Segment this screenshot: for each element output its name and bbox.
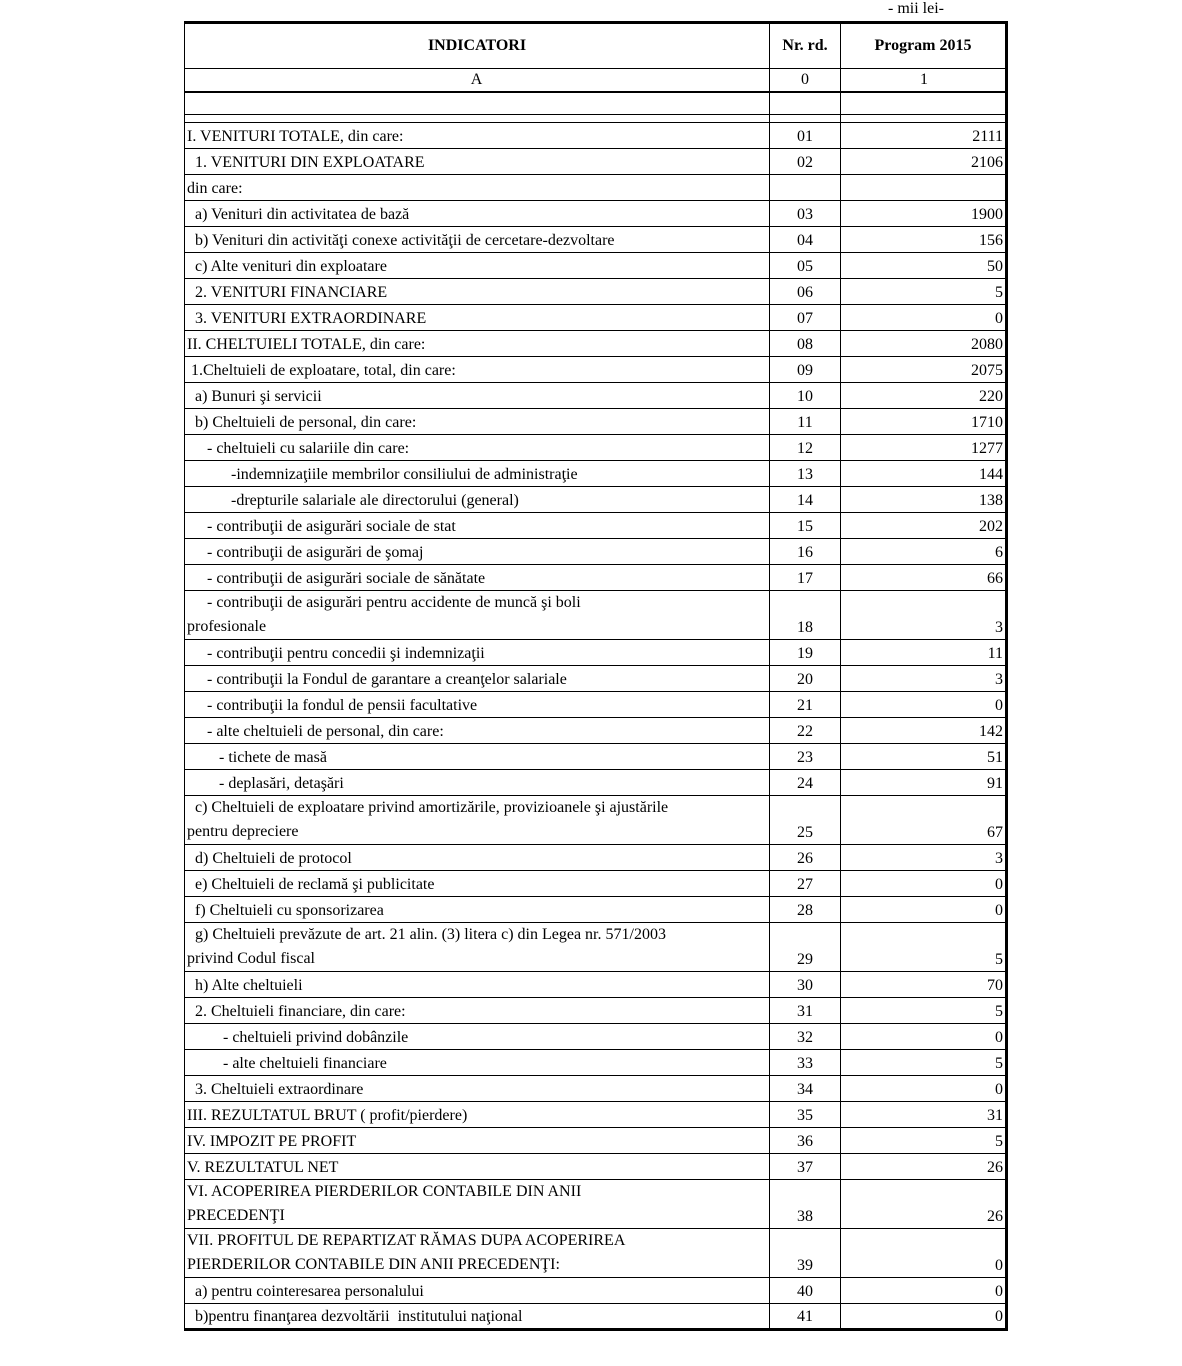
program-2015-value: 5 (841, 922, 1007, 971)
indicator-label: - tichete de masă (185, 743, 770, 769)
table-row (185, 434, 1007, 460)
row-number: 28 (770, 896, 841, 922)
program-2015-value: 3 (841, 844, 1007, 870)
indicator-label: V. REZULTATUL NET (185, 1153, 770, 1179)
table-row (185, 122, 1007, 148)
table-row (185, 997, 1007, 1023)
indicator-label: c) Cheltuieli de exploatare privind amortizările, provizioanele şi ajustările pentru depreciere (185, 795, 770, 844)
table-row (185, 922, 1007, 971)
row-number: 19 (770, 639, 841, 665)
row-number: 36 (770, 1127, 841, 1153)
indicator-label: VII. PROFITUL DE REPARTIZAT RĂMAS DUPA ACOPERIREA PIERDERILOR CONTABILE DIN ANII PRECEDENŢI: (185, 1228, 770, 1277)
table-row (185, 200, 1007, 226)
indicator-label: din care: (185, 174, 770, 200)
indicator-label: 2. Cheltuieli financiare, din care: (185, 997, 770, 1023)
indicator-label: b) Venituri din activităţi conexe activităţii de cercetare-dezvoltare (185, 226, 770, 252)
header-program: Program 2015 (841, 23, 1007, 69)
row-number: 07 (770, 304, 841, 330)
table-row (185, 1277, 1007, 1303)
row-number (770, 174, 841, 200)
row-number: 10 (770, 382, 841, 408)
table-row (185, 1023, 1007, 1049)
table-row (185, 590, 1007, 639)
unit-note: - mii lei- (888, 0, 944, 17)
row-number: 37 (770, 1153, 841, 1179)
indicator-label: b) Cheltuieli de personal, din care: (185, 408, 770, 434)
indicator-label: - deplasări, detaşări (185, 769, 770, 795)
row-number: 40 (770, 1277, 841, 1303)
program-2015-value: 0 (841, 1303, 1007, 1329)
table-row (185, 1303, 1007, 1329)
row-number: 12 (770, 434, 841, 460)
spacer-cell (841, 114, 1007, 122)
table-row (185, 639, 1007, 665)
indicator-label: 2. VENITURI FINANCIARE (185, 278, 770, 304)
program-2015-value: 202 (841, 512, 1007, 538)
row-number: 33 (770, 1049, 841, 1075)
spacer-cell (185, 114, 770, 122)
indicator-label: - cheltuieli privind dobânzile (185, 1023, 770, 1049)
indicator-label: a) pentru cointeresarea personalului (185, 1277, 770, 1303)
spacer-row (185, 92, 1007, 114)
row-number: 06 (770, 278, 841, 304)
row-number: 35 (770, 1101, 841, 1127)
table-row (185, 769, 1007, 795)
program-2015-value: 5 (841, 278, 1007, 304)
table-row (185, 356, 1007, 382)
program-2015-value: 220 (841, 382, 1007, 408)
table-row (185, 174, 1007, 200)
row-number: 09 (770, 356, 841, 382)
spacer-cell (770, 92, 841, 114)
program-2015-value: 5 (841, 1049, 1007, 1075)
indicator-label: f) Cheltuieli cu sponsorizarea (185, 896, 770, 922)
table-row (185, 512, 1007, 538)
program-2015-value: 2080 (841, 330, 1007, 356)
program-2015-value: 2111 (841, 122, 1007, 148)
table-row (185, 1228, 1007, 1277)
program-2015-value: 50 (841, 252, 1007, 278)
program-2015-value: 0 (841, 1228, 1007, 1277)
program-2015-value: 3 (841, 665, 1007, 691)
row-number: 04 (770, 226, 841, 252)
indicator-label: 3. VENITURI EXTRAORDINARE (185, 304, 770, 330)
header-indicatori: INDICATORI (185, 23, 770, 69)
indicator-label: - contribuţii de asigurări de şomaj (185, 538, 770, 564)
program-2015-value: 138 (841, 486, 1007, 512)
spacer-cell (841, 92, 1007, 114)
row-number: 18 (770, 590, 841, 639)
program-2015-value (841, 174, 1007, 200)
row-number: 13 (770, 460, 841, 486)
indicator-label: - contribuţii la fondul de pensii facultative (185, 691, 770, 717)
program-2015-value: 5 (841, 1127, 1007, 1153)
program-2015-value: 0 (841, 870, 1007, 896)
row-number: 08 (770, 330, 841, 356)
table-row (185, 486, 1007, 512)
row-number: 26 (770, 844, 841, 870)
program-2015-value: 6 (841, 538, 1007, 564)
program-2015-value: 51 (841, 743, 1007, 769)
spacer-cell (185, 92, 770, 114)
program-2015-value: 2106 (841, 148, 1007, 174)
indicator-label: VI. ACOPERIREA PIERDERILOR CONTABILE DIN ANII PRECEDENŢI (185, 1179, 770, 1228)
indicator-label: a) Bunuri şi servicii (185, 382, 770, 408)
table-row (185, 408, 1007, 434)
indicator-label: e) Cheltuieli de reclamă şi publicitate (185, 870, 770, 896)
table-row (185, 460, 1007, 486)
indicator-label: - contribuţii de asigurări sociale de stat (185, 512, 770, 538)
row-number: 21 (770, 691, 841, 717)
row-number: 11 (770, 408, 841, 434)
program-2015-value: 0 (841, 1075, 1007, 1101)
column-label-row (185, 69, 1007, 93)
program-2015-value: 26 (841, 1153, 1007, 1179)
table-row (185, 538, 1007, 564)
table-row (185, 226, 1007, 252)
program-2015-value: 26 (841, 1179, 1007, 1228)
row-number: 17 (770, 564, 841, 590)
indicator-label: II. CHELTUIELI TOTALE, din care: (185, 330, 770, 356)
column-label-a: A (185, 69, 770, 93)
budget-table-body (185, 23, 1007, 1330)
indicator-label: c) Alte venituri din exploatare (185, 252, 770, 278)
table-row (185, 971, 1007, 997)
program-2015-value: 144 (841, 460, 1007, 486)
indicator-label: - contribuţii de asigurări pentru accidente de muncă şi boli profesionale (185, 590, 770, 639)
row-number: 24 (770, 769, 841, 795)
program-2015-value: 66 (841, 564, 1007, 590)
row-number: 41 (770, 1303, 841, 1329)
row-number: 31 (770, 997, 841, 1023)
table-row (185, 743, 1007, 769)
indicator-label: - contribuţii la Fondul de garantare a creanţelor salariale (185, 665, 770, 691)
column-label-1: 1 (841, 69, 1007, 93)
row-number: 25 (770, 795, 841, 844)
table-row (185, 1127, 1007, 1153)
program-2015-value: 1710 (841, 408, 1007, 434)
row-number: 20 (770, 665, 841, 691)
table-row (185, 330, 1007, 356)
indicator-label: 3. Cheltuieli extraordinare (185, 1075, 770, 1101)
program-2015-value: 11 (841, 639, 1007, 665)
table-row (185, 717, 1007, 743)
row-number: 03 (770, 200, 841, 226)
program-2015-value: 0 (841, 1277, 1007, 1303)
program-2015-value: 0 (841, 1023, 1007, 1049)
row-number: 22 (770, 717, 841, 743)
row-number: 05 (770, 252, 841, 278)
table-row (185, 382, 1007, 408)
table-row (185, 252, 1007, 278)
row-number: 32 (770, 1023, 841, 1049)
table-row (185, 1153, 1007, 1179)
indicator-label: g) Cheltuieli prevăzute de art. 21 alin. (3) litera c) din Legea nr. 571/2003 privind Codul fiscal (185, 922, 770, 971)
budget-table (184, 21, 1008, 1331)
table-row (185, 278, 1007, 304)
row-number: 23 (770, 743, 841, 769)
table-row (185, 1049, 1007, 1075)
row-number: 15 (770, 512, 841, 538)
table-row (185, 304, 1007, 330)
indicator-label: 1. VENITURI DIN EXPLOATARE (185, 148, 770, 174)
program-2015-value: 142 (841, 717, 1007, 743)
table-header-row (185, 23, 1007, 69)
program-2015-value: 67 (841, 795, 1007, 844)
table-row (185, 870, 1007, 896)
indicator-label: -indemnizaţiile membrilor consiliului de administraţie (185, 460, 770, 486)
program-2015-value: 5 (841, 997, 1007, 1023)
row-number: 38 (770, 1179, 841, 1228)
spacer-row (185, 114, 1007, 122)
program-2015-value: 0 (841, 896, 1007, 922)
table-row (185, 795, 1007, 844)
column-label-0: 0 (770, 69, 841, 93)
program-2015-value: 0 (841, 304, 1007, 330)
indicator-label: - alte cheltuieli financiare (185, 1049, 770, 1075)
indicator-label: - contribuţii pentru concedii şi indemnizaţii (185, 639, 770, 665)
program-2015-value: 1900 (841, 200, 1007, 226)
row-number: 29 (770, 922, 841, 971)
indicator-label: - alte cheltuieli de personal, din care: (185, 717, 770, 743)
row-number: 27 (770, 870, 841, 896)
row-number: 30 (770, 971, 841, 997)
indicator-label: - contribuţii de asigurări sociale de sănătate (185, 564, 770, 590)
row-number: 02 (770, 148, 841, 174)
program-2015-value: 0 (841, 691, 1007, 717)
indicator-label: 1.Cheltuieli de exploatare, total, din care: (185, 356, 770, 382)
indicator-label: III. REZULTATUL BRUT ( profit/pierdere) (185, 1101, 770, 1127)
indicator-label: d) Cheltuieli de protocol (185, 844, 770, 870)
row-number: 14 (770, 486, 841, 512)
table-row (185, 665, 1007, 691)
indicator-label: - cheltuieli cu salariile din care: (185, 434, 770, 460)
program-2015-value: 2075 (841, 356, 1007, 382)
indicator-label: I. VENITURI TOTALE, din care: (185, 122, 770, 148)
program-2015-value: 3 (841, 590, 1007, 639)
program-2015-value: 31 (841, 1101, 1007, 1127)
indicator-label: a) Venituri din activitatea de bază (185, 200, 770, 226)
spacer-cell (770, 114, 841, 122)
table-row (185, 844, 1007, 870)
row-number: 39 (770, 1228, 841, 1277)
row-number: 34 (770, 1075, 841, 1101)
indicator-label: h) Alte cheltuieli (185, 971, 770, 997)
program-2015-value: 70 (841, 971, 1007, 997)
table-row (185, 1179, 1007, 1228)
row-number: 16 (770, 538, 841, 564)
table-row (185, 1101, 1007, 1127)
indicator-label: b)pentru finanţarea dezvoltării institutului naţional (185, 1303, 770, 1329)
program-2015-value: 91 (841, 769, 1007, 795)
table-row (185, 148, 1007, 174)
row-number: 01 (770, 122, 841, 148)
table-row (185, 691, 1007, 717)
program-2015-value: 156 (841, 226, 1007, 252)
header-nr-rd: Nr. rd. (770, 23, 841, 69)
program-2015-value: 1277 (841, 434, 1007, 460)
indicator-label: IV. IMPOZIT PE PROFIT (185, 1127, 770, 1153)
table-row (185, 1075, 1007, 1101)
indicator-label: -drepturile salariale ale directorului (general) (185, 486, 770, 512)
table-row (185, 896, 1007, 922)
table-row (185, 564, 1007, 590)
